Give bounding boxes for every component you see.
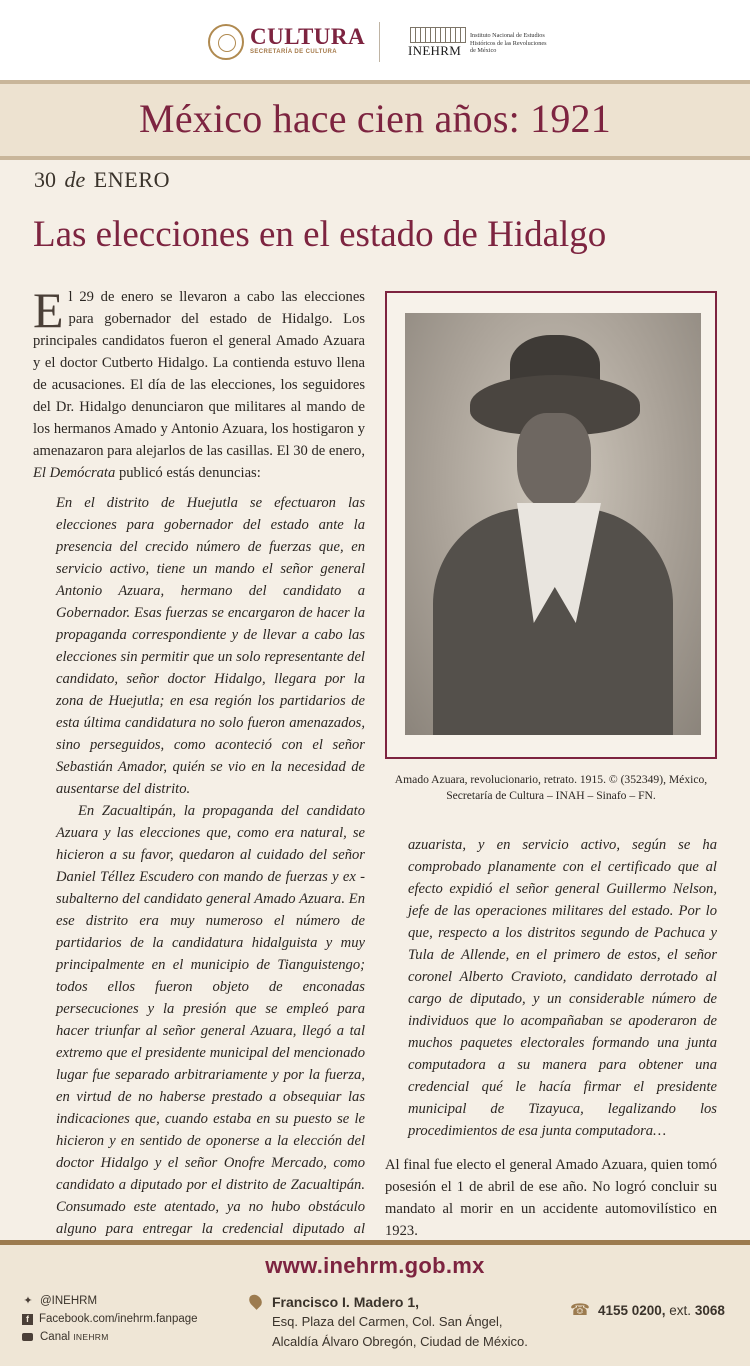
address-line-3: Alcaldía Álvaro Obregón, Ciudad de México. [272,1334,528,1349]
photo-caption: Amado Azuara, revolucionario, retrato. 1915. © (352349), México, Secretaría de Cultura – INAH – Sinafo – FN. [394,773,708,802]
header-divider [379,22,380,62]
address-street: Francisco I. Madero 1, [272,1294,420,1310]
intro-end: publicó estás denuncias: [118,465,261,481]
cultura-logo: CULTURA [250,24,366,49]
website-link[interactable]: www.inehrm.gob.mx [265,1253,485,1278]
twitter-handle: @INEHRM [40,1295,98,1307]
top-header [0,0,750,80]
address [250,1292,528,1352]
date-day: 30 [34,167,56,192]
quote-paragraph-1: En el distrito de Huejutla se efectuaron las elecciones para gobernador del estado ante la presencia del crecido número de fuerzas que, en servicio activo, tiene un mando el señor general Antonio Azuara, hermano del candidato a Gobernador. Esas fuerzas se encargaron de hacer la propaganda correspondiente y de llevar a cabo las elecciones sin permitir que un solo representante del candidato, señor doctor Hidalgo, llegara por la zona de Huejutla; en esa región los partidarios de esta última candidatura no solo fueron amenazados, sino perseguidos, como aconteció con el señor Sebastián Amador, quién se vio en la necesidad de ausentarse del distrito. [56,495,365,797]
portrait-photo [405,313,701,735]
twitter-icon: ✦ [23,1295,33,1307]
drop-cap: E [33,282,64,338]
intro-paragraph [33,282,365,484]
inehrm-building-icon [410,27,466,43]
left-column [33,282,365,1262]
ext-label: ext. [669,1303,692,1318]
facebook-link[interactable] [22,1310,198,1328]
cultura-subtitle: SECRETARÍA DE CULTURA [250,49,337,55]
article-title: Las elecciones en el estado de Hidalgo [33,214,607,255]
canal-label: Canal [40,1331,71,1343]
ext-number: 3068 [694,1303,725,1318]
location-pin-icon [247,1292,265,1310]
canal-name: INEHRM [73,1332,109,1342]
phone-number: 4155 0200, [597,1303,666,1318]
newspaper-name: El Demócrata [33,465,116,481]
inehrm-full-name: Instituto Nacional de Estudios Históricos de las Revoluciones de México [470,32,547,55]
facebook-url: Facebook.com/inehrm.fanpage [39,1313,198,1325]
quote-paragraph-3: azuarista, y en servicio activo, según se ha comprobado planamente con el certificado que al efecto expidió el señor general Guillermo Nelson, jefe de las operaciones militares del estado. Por lo que, respecto a los distritos segundo de Pachuca y Tula de Allende, en el primero de estos, el señor coronel Alberto Cravioto, candidato derrotado al cargo de diputado, y un considerable número de individuos que lo acompañaban se apoderaron de muchos paquetes electorales formando una junta computadora a su manera para obtener una credencial qué le hacía firmar el presidente municipal de Tizayuca, legalizando los procedimientos de esa junta computadora… [408,837,717,1139]
mexico-seal-icon [208,24,244,60]
phone-icon: ☎ [570,1302,590,1319]
address-line-2: Esq. Plaza del Carmen, Col. San Ángel, [272,1314,503,1329]
right-column [385,834,717,1242]
twitter-link[interactable] [22,1292,198,1310]
photo-frame [385,291,717,759]
facebook-icon: f [22,1314,33,1325]
phone-contact[interactable] [570,1300,725,1320]
inehrm-logo: INEHRM [408,43,462,58]
quote-paragraph-2: En Zacualtipán, la propaganda del candidato Azuara y las elecciones que, como era natural, se hicieron a su favor, quedaron al cuidado del señor Daniel Téllez Escudero con mando de fuerzas y ex - subalterno del candidato general Amado Azuara. En ese distrito era muy numeroso el número de partidarios de la candidatura hidalguista y muy principalmente en el municipio de Tianguistengo; todos ellos fueron objeto de enconadas persecuciones y la presión que se empleó para hacer triunfar al señor general Azuara, llegó a tal extremo que el presidente municipal del mencionado lugar fue separado arbitrariamente y por la fuerza, en virtud de no haberse prestado a obsequiar las indicaciones que, cuando estaba en su puesto se le hicieron y en sentido de oponerse a la elección del doctor Hidalgo y el señor Onofre Mercado, como candidato a diputado por el distrito de Zacualtipán. Consumado este atentado, ya no hubo obstáculo alguno para entregar la credencial diputado al [56,803,365,1237]
band-title: México hace cien años: 1921 [139,96,611,141]
date-month: ENERO [93,167,171,192]
youtube-link[interactable] [22,1328,198,1346]
date-de: de [64,167,86,192]
intro-text: l 29 de enero se llevaron a cabo las elecciones para gobernador del estado de Hidalgo. Los principales candidatos fueron el general Amado Azuara y el doctor Cutberto Hidalgo. La contienda estuvo llena de acusaciones. El día de las elecciones, los seguidores del Dr. Hidalgo denunciaron que militares al mando de los hermanos Amado y Antonio Azuara, los hostigaron y amenazaron para alejarlos de las casillas. El 30 de enero, [33,289,365,459]
closing-paragraph: Al final fue electo el general Amado Azuara, quien tomó posesión el 1 de abril de ese año. No logró concluir su mandato al morir en un accidente automovilístico en 1923. [385,1157,717,1239]
youtube-icon [22,1333,33,1341]
social-links [22,1292,198,1346]
date-line [34,167,170,193]
